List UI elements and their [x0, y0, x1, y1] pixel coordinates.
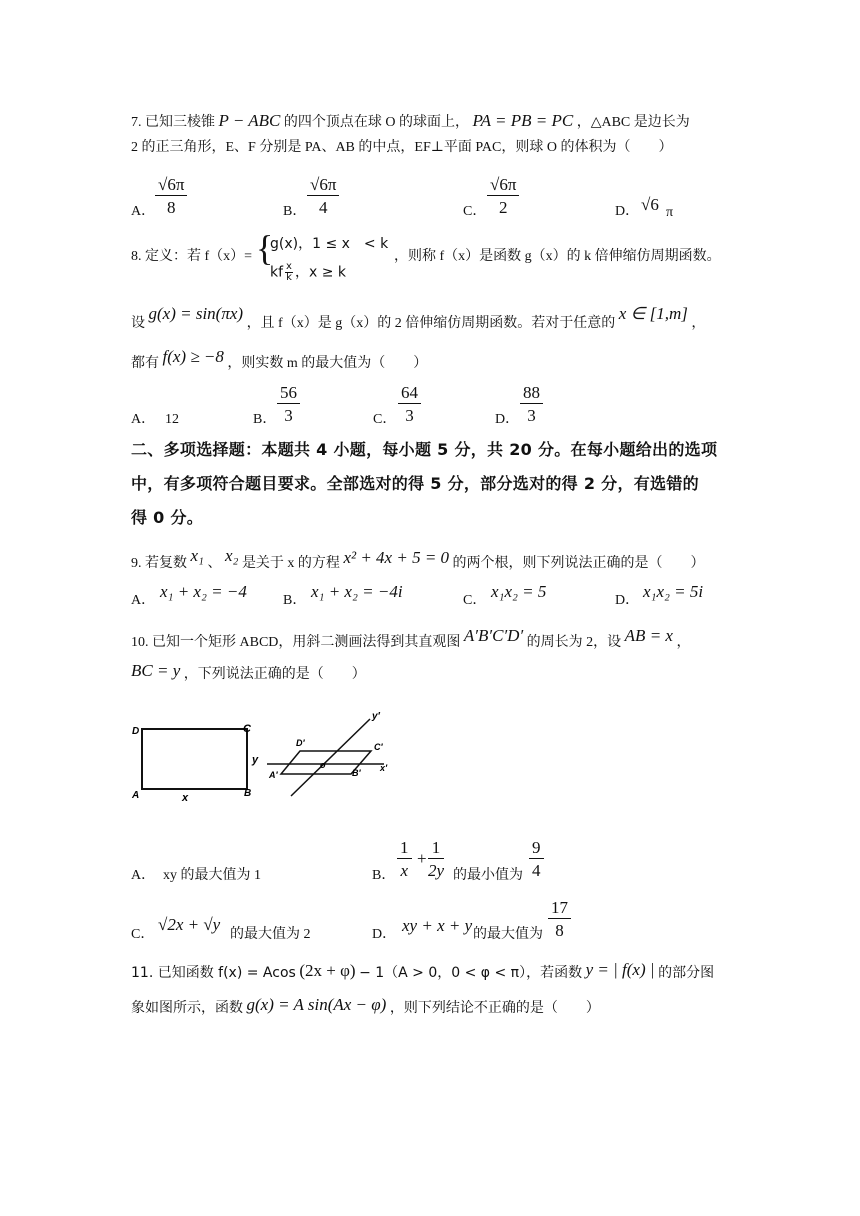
q10-option-b-frac1: $\frac{1}{x}$ — [397, 839, 412, 879]
q8-option-b-fraction: $\frac{56}{3}$ — [277, 384, 300, 424]
q10-option-d-max-value: $\frac{17}{8}$ — [548, 899, 571, 939]
q8-g-definition: g(x) = sin(πx) — [148, 304, 244, 323]
option-label: D． — [615, 593, 640, 608]
option-label: C． — [131, 927, 155, 942]
q7-equal-edges-expr: PA = PB = PC — [472, 111, 574, 130]
rectangle-abcd — [131, 723, 259, 804]
q8-case-1: g(x)，1 ≤ x < k — [270, 236, 389, 252]
q8-option-a-value: 12 — [165, 412, 179, 427]
option-label: B． — [372, 868, 396, 883]
label-b-prime: B′ — [352, 768, 361, 778]
q8-line3: 都有 f(x) ≥ −8 ，则实数 m 的最大值为（ ） — [131, 347, 428, 371]
section-heading-line1: 二、多项选择题：本题共 4 小题，每小题 5 分，共 20 分。在每小题给出的选项 — [131, 440, 718, 459]
option-label: B． — [253, 412, 277, 427]
q10-line1: 10. 已知一个矩形 ABCD，用斜二测画法得到其直观图 A′B′C′D′ 的周长为 2，设 AB = x ， — [131, 626, 691, 650]
q11-g-definition: g(x) = A sin(Ax − φ) — [246, 995, 387, 1014]
q8-option-d-fraction: $\frac{88}{3}$ — [520, 384, 543, 424]
piecewise-brace: { — [256, 228, 274, 268]
q8-case-2: kf $\frac{x}{k}$ ，x ≥ k — [270, 261, 346, 283]
option-label: B． — [283, 204, 307, 219]
q11-abs-expr: y = | f(x) | — [585, 960, 655, 979]
label-c-prime: C′ — [374, 742, 383, 752]
q8-stem-end: ，则称 f（x）是函数 g（x）的 k 倍伸缩仿周期函数。 — [394, 249, 721, 264]
option-label: C． — [463, 204, 487, 219]
label-a: A — [132, 790, 140, 801]
q7-stem-mid: 的四个顶点在球 O 的球面上， — [283, 115, 469, 130]
option-label: A． — [131, 593, 156, 608]
q7-option-d-pi: π — [666, 205, 674, 220]
q9-option-b-value: x₁ + x₂ = −4i — [311, 582, 403, 601]
q8-bound-expr: f(x) ≥ −8 — [162, 347, 224, 366]
option-label: D． — [495, 412, 520, 427]
label-x-prime: x′ — [380, 763, 388, 773]
label-y-prime: y′ — [372, 711, 380, 722]
label-x: x — [182, 792, 189, 804]
q7-option-c-fraction: $\frac{√6\pi}{2}$ — [487, 176, 519, 216]
q11-line2: 象如图所示，函数 g(x) = A sin(Ax − φ) ，则下列结论不正确的是（ ） — [131, 995, 600, 1016]
label-o: o — [320, 760, 326, 770]
section-heading-line3: 得 0 分。 — [131, 508, 204, 527]
section-heading-line2: 中，有多项符合题目要求。全部选对的得 5 分，部分选对的得 2 分，有选错的 — [131, 474, 699, 493]
q9-stem: 9. 若复数 x₁ 、 x₂ 是关于 x 的方程 x² + 4x + 5 = 0 的两个根，则下列说法正确的是（ ） — [131, 546, 705, 571]
q9-option-d-value: x₁x₂ = 5i — [643, 582, 704, 601]
option-label: A． — [131, 412, 156, 427]
label-c: C — [243, 723, 251, 735]
q9-option-a-value: x₁ + x₂ = −4 — [160, 582, 247, 601]
q8-stem-start: 8. 定义：若 f（x）= — [131, 249, 253, 264]
q9-option-c-value: x₁x₂ = 5 — [491, 582, 547, 601]
option-label: B． — [283, 593, 307, 608]
q10-option-b-frac2: $\frac{1}{2y}$ — [428, 838, 445, 880]
oblique-drawing — [267, 711, 388, 796]
q10-bc-expr: BC = y — [131, 661, 181, 680]
q8-option-c-fraction: $\frac{64}{3}$ — [398, 384, 421, 424]
q10-option-a-value: xy 的最大值为 1 — [163, 868, 261, 883]
option-label: A． — [131, 204, 156, 219]
q8-line2: 设 g(x) = sin(πx) ，且 f（x）是 g（x）的 2 倍伸缩仿周期函数。若对于任意的 x ∈ [1,m] ， — [131, 304, 706, 331]
q7-option-d-value: √6 — [641, 195, 659, 214]
q7-tetrahedron-expr: P − ABC — [218, 111, 281, 130]
q7-option-a-fraction: $\frac{√6\pi}{8}$ — [155, 176, 187, 216]
q7-stem-start: 7. 已知三棱锥 — [131, 115, 215, 130]
q7-line1 — [131, 112, 690, 130]
label-y: y — [252, 754, 259, 766]
option-label: C． — [373, 412, 397, 427]
q10-option-b-min-value: $\frac{9}{4}$ — [529, 839, 544, 879]
label-d: D — [132, 726, 140, 737]
q11-line1: 11. 已知函数 f(x) = Acos (2x + φ) − 1（A > 0，0 < φ < π），若函数 y = | f(x) | 的部分图 — [131, 960, 715, 981]
q9-equation: x² + 4x + 5 = 0 — [343, 548, 450, 567]
q10-ab-expr: AB = x — [624, 626, 673, 645]
q7-option-b-fraction: $\frac{√6\pi}{4}$ — [307, 176, 339, 216]
label-a-prime: A′ — [269, 770, 278, 780]
q10-shape-expr: A′B′C′D′ — [463, 626, 524, 645]
option-label: D． — [615, 204, 640, 219]
q7-stem-end: ，△ABC 是边长为 — [576, 115, 690, 130]
q10-figure — [128, 708, 408, 808]
q10-line2: BC = y ，下列说法正确的是（ ） — [131, 661, 366, 682]
q7-line2: 2 的正三角形，E、F 分别是 PA、AB 的中点，EF⊥平面 PAC，则球 O 的体积为（ ） — [131, 140, 673, 155]
q10-option-d-expr: xy + x + y — [402, 916, 473, 935]
label-d-prime: D′ — [296, 738, 305, 748]
option-label: A． — [131, 868, 156, 883]
q8-interval-expr: x ∈ [1,m] — [618, 304, 688, 323]
q10-option-c-expr: √2x + √y — [158, 915, 221, 934]
q11-phase-expr: (2x + φ) — [299, 961, 356, 980]
label-b: B — [244, 788, 252, 799]
option-label: D． — [372, 927, 397, 942]
option-label: C． — [463, 593, 487, 608]
